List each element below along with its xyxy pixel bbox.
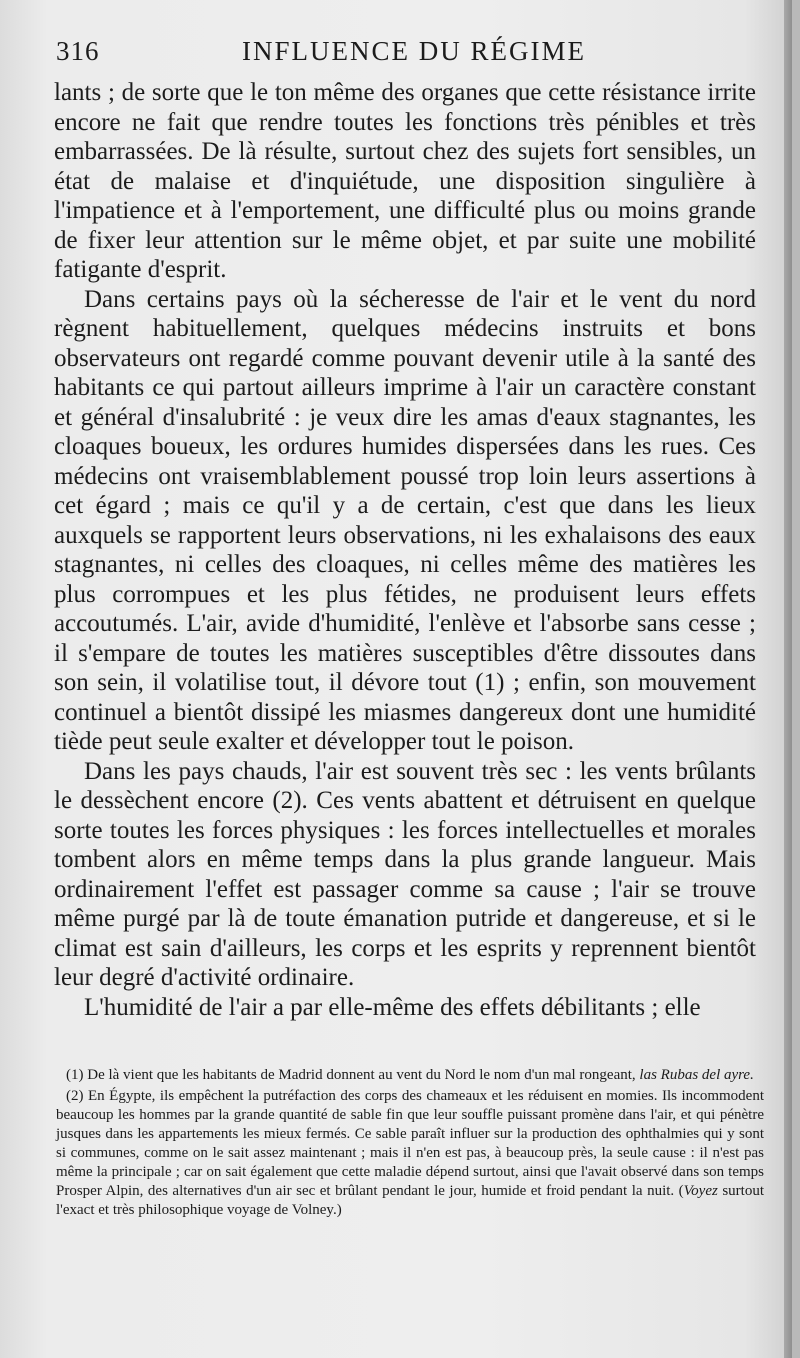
- main-text: [54, 78, 756, 1022]
- footnote-1-text: (1) De là vient que les habitants de Madrid donnent au vent du Nord le nom d'un mal rongeant,: [66, 1067, 636, 1083]
- paragraph-continuation: lants ; de sorte que le ton même des organes que cette résistance irrite encore ne fait que rendre toutes les fonctions très pénibles et très embarrassées. De là résulte, surtout chez des sujets fort sensibles, un état de malaise et d'inquiétude, une disposition singulière à l'impatience et à l'emportement, une difficulté plus ou moins grande de fixer leur attention sur le même objet, et par suite une mobilité fatigante d'esprit.: [54, 79, 756, 283]
- running-title: INFLUENCE DU RÉGIME: [242, 36, 586, 66]
- paragraph: L'humidité de l'air a par elle-même des effets débilitants ; elle: [84, 993, 701, 1021]
- page-number: 316: [56, 36, 100, 66]
- footnotes: [56, 1066, 764, 1220]
- footnote-1: [56, 1066, 764, 1085]
- page-edge-shadow: [784, 0, 792, 1358]
- paragraph: Dans certains pays où la sécheresse de l'air et le vent du nord règnent habituellement, quelques médecins instruits et bons observateurs ont regardé comme pouvant devenir utile à la santé des habitants ce qui partout ailleurs imprime à l'air un caractère constant et général d'insalubrité : je veux dire les amas d'eaux stagnantes, les cloaques boueux, les ordures humides dispersées dans les rues. Ces médecins ont vraisemblablement poussé trop loin leurs assertions à cet égard ; mais ce qu'il y a de certain, c'est que dans les lieux auxquels se rapportent leurs observations, ni les exhalaisons des eaux stagnantes, ni celles des cloaques, ni celles même des matières les plus corrompues et les plus fétides, ne produisent leurs effets accoutumés. L'air, avide d'humidité, l'enlève et l'absorbe sans cesse ; il s'empare de toutes les matières susceptibles d'être dissoutes dans son sein, il volatilise tout, il dévore tout (1) ; enfin, son mouvement continuel a bientôt dissipé les miasmes dangereux dont une humidité tiède peut seule exalter et développer tout le poison.: [54, 285, 756, 755]
- page-header: [56, 36, 756, 76]
- footnote-2-text-a: (2) En Égypte, ils empêchent la putréfaction des corps des chameaux et les réduisent en momies. Ils incommodent beaucoup les hommes par la grande quantité de sable fin que leur souffle puissant promène dans l'air, et qui pénètre jusques dans les appartements les mieux fermés. Ce sable paraît influer sur la production des ophthalmies qui y sont si communes, comme on le sait assez maintenant ; mais il n'en est pas, à beaucoup près, la seule cause : il n'est pas même la principale ; car on sait également que cette maladie dépend surtout, ainsi que l'avait observé dans son temps Prosper Alpin, des alternatives d'un air sec et brûlant pendant le jour, humide et froid pendant la nuit. (: [56, 1088, 764, 1199]
- footnote-1-italic: las Rubas del ayre.: [639, 1067, 754, 1083]
- footnote-2-italic: Voyez: [683, 1183, 718, 1199]
- footnote-2-text-b: surtout l'exact et très philosophique voyage de Volney.): [56, 1183, 764, 1218]
- footnote-2: [56, 1087, 764, 1220]
- paragraph: Dans les pays chauds, l'air est souvent très sec : les vents brûlants le dessèchent encore (2). Ces vents abattent et détruisent en quelque sorte toutes les forces physiques : les forces intellectuelles et morales tombent alors en même temps dans la plus grande langueur. Mais ordinairement l'effet est passager comme sa cause ; l'air se trouve même purgé par là de toute émanation putride et dangereuse, et si le climat est sain d'ailleurs, les corps et les esprits y reprennent bientôt leur degré d'activité ordinaire.: [54, 757, 756, 991]
